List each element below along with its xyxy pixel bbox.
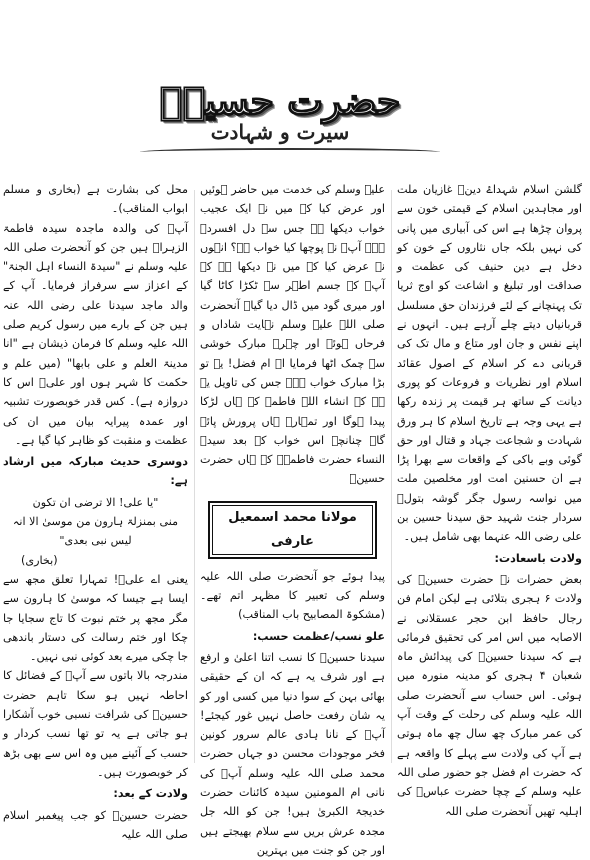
paragraph: پیدا ہوئے جو آنحضرت صلی اللہ علیہ وسلم کی تعبیر کا مظہر اتم تھے۔ (مشکوۃ المصابیح باب المناقب) xyxy=(200,569,385,622)
paragraph: حضرت حسینؓ کو جب پیغمبر اسلام صلی اللہ علیہ xyxy=(3,808,188,841)
paragraph: یعنی اے علیؓ! تمہارا تعلق مجھ سے ایسا ہے جیسا کہ موسیٰ کا ہارون سے مگر مجھ پر ختم نبوت کا تاج سجایا جا چکا اور ختم رسالت کی دستار باندھی جا چکی میرے بعد کوئی نبی نہیں۔ xyxy=(3,572,188,664)
paragraph: علیہ وسلم کی خدمت میں حاضر ہوئیں اور عرض کیا کہ میں نے ایک عجیب خواب دیکھا ہے جس سے دل افسردہ ہے۔ آپؐ نے پوچھا کیا خواب ہے؟ انہوں نے عرض کیا کہ میں نے دیکھا ہے کہ آپؐ کے جسم اطہر سے ٹکڑا کاٹا گیا اور میری گود میں ڈال دیا گیا۔ آنحضرت صلی اللہ علیہ وسلم نہایت شاداں و فرحاں ہوئے اور چہرہ مبارک خوشی سے چمک اٹھا فرمایا اے ام فضل! یہ تو بڑا مبارک خواب ہے۔ جس کی تاویل یہ ہے کہ انشاء اللہ فاطمہ کے ہاں لڑکا پیدا ہوگا اور تمہارے ہاں پرورش پائے گا۔ چنانچہ اس خواب کے بعد سیدۃ النساء حضرت فاطمہؓ کے ہاں حضرت حسینؓ xyxy=(200,183,385,486)
section-heading-birth: ولادت باسعادت: xyxy=(494,551,582,565)
author-name: مولانا محمد اسمعیل عارفی xyxy=(212,505,373,555)
paragraph: مندرجہ بالا باتوں سے آپؐ کے فضائل کا احاطہ نہیں ہو سکا تاہم حضرت حسینؓ کی شرافت نسبی خوب آشکارا ہو جاتی ہے یہ تو تھا نسب کردار و حسب کے آئینے میں وہ اس سے بھی بڑھ کر خوبصورت ہیں۔ xyxy=(3,669,188,779)
author-byline-box xyxy=(208,501,377,559)
column-left xyxy=(3,180,188,841)
section-heading-after-birth: ولادت کے بعد: xyxy=(113,787,188,801)
hadith-citation: (بخاری) xyxy=(21,553,58,567)
column-right xyxy=(397,180,582,818)
section-heading-lineage: علو نسب/عظمت حسب: xyxy=(252,629,385,643)
article-subtitle: سیرت و شہادت xyxy=(210,120,350,144)
article-header xyxy=(0,0,590,170)
title-flourish xyxy=(140,148,440,156)
hadith-line: لیس نبی بعدی" xyxy=(59,534,132,548)
hadith-line: منی بمنزلۃ ہارون من موسیٰ الا انہ xyxy=(12,515,179,529)
column-middle xyxy=(200,180,385,857)
column-divider xyxy=(391,190,392,763)
hadith-line: "یا علی! الا ترضی ان تکون xyxy=(32,495,159,509)
paragraph: محل کی بشارت ہے (بخاری و مسلم ابواب المناقب)۔ xyxy=(3,183,188,216)
paragraph: سیدنا حسینؓ کا نسب اتنا اعلیٰ و ارفع ہے اور شرف یہ ہے کہ ان کے حقیقی بھائی بہن کے سوا دنیا میں کسی اور کو یہ شان رفعت حاصل نہیں غور کیجئے! آپؐ کے نانا ہادی عالم سرور کونین فخر موجودات محسن دو جہاں حضرت محمد صلی اللہ علیہ وسلم آپؐ کی نانی ام المومنین سیدہ کائنات حضرت خدیجۃ الکبریٰ ہیں! جن کو اللہ جل مجدہ عرش بریں سے سلام بھیجتے ہیں اور جن کو جنت میں بہترین xyxy=(200,650,385,857)
article-title: حضرت حسینؓ xyxy=(159,78,401,123)
paragraph: بعض حضرات نے حضرت حسینؓ کی ولادت ۶ ہجری بتلائی ہے لیکن امام فن رجال حافظ ابن حجر عسقلانی نے الاصابہ میں اس امر کی تحقیق فرمائی ہے کہ سیدنا حسینؓ کی پیدائش ماہ شعبان ۴ ہجری کو مدینہ منورہ میں ہوئی۔ اس حساب سے آنحضرت صلی اللہ علیہ وسلم کی رحلت کے وقت آپ کی عمر مبارک چھ سال چھ ماہ ہوتی ہے آپ کی ولادت سے پہلے کا واقعہ ہے کہ حضرت ام فضل جو حضور صلی اللہ علیہ وسلم کے چچا حضرت عباسؓ کی اہلیہ تھیں آنحضرت صلی اللہ xyxy=(397,572,582,818)
paragraph: آپؐ کی والدہ ماجدہ سیدہ فاطمۃ الزہراؓ ہیں جن کو آنحضرت صلی اللہ علیہ وسلم نے "سیدۃ النساء اہل الجنۃ" کے اعزاز سے سرفراز فرمایا۔ آپ کے والد ماجد سیدنا علی رضی اللہ عنہ ہیں جن کے بارے میں رسول کریم صلی اللہ علیہ وسلم کا فرمان ذیشان ہے "انا مدینۃ العلم و علی بابھا" (میں علم و حکمت کا شہر ہوں اور علیؓ اس کا دروازہ ہے)۔ کس قدر خوبصورت تشبیہ اور عمدہ پیرایہ بیان میں ان کی عظمت و منقبت کو ظاہر کیا گیا ہے۔ xyxy=(3,221,188,447)
hadith-intro: دوسری حدیث مبارکہ میں ارشاد ہے: xyxy=(3,455,188,488)
column-divider xyxy=(194,190,195,763)
paragraph: گلشن اسلام شہداۓ دینؑ غازیان ملت اور مجاہدین اسلام کے قیمتی خون سے پروان چڑھا ہے اس کی آبیاری میں پانی کی نہیں بلکہ جاں نثاروں کے خون کو دخل ہے دین حنیف کی عظمت و صداقت اور تبلیغ و اشاعت کو اوج ثریا تک پہنچانے کے لئے فرزندان حق مسلسل قربانیاں دیتے چلے آرہے ہیں۔ انہوں نے اپنے نفس و جان اور متاع و مال تک کی قربانی دے کر اسلام کے اصول عقائد اسلام اور نظریات و فروعات کو پوری دیانت کے ساتھ ہر قیمت پر زندہ رکھا ہے یہی وجہ ہے تاریخ اسلام کا ہر ورق شہادت و شجاعت جہاد و قتال اور حق گوئی وبے باکی کے واقعات سے بھرا پڑا ہے ان حسنین امت اور مخلصین ملت میں نواسہ رسول جگر گوشہ بتولؑ سردار جنت شہید حق سیدنا حسین بن علی رضی اللہ عنہما بھی شامل ہیں۔ xyxy=(397,183,582,544)
